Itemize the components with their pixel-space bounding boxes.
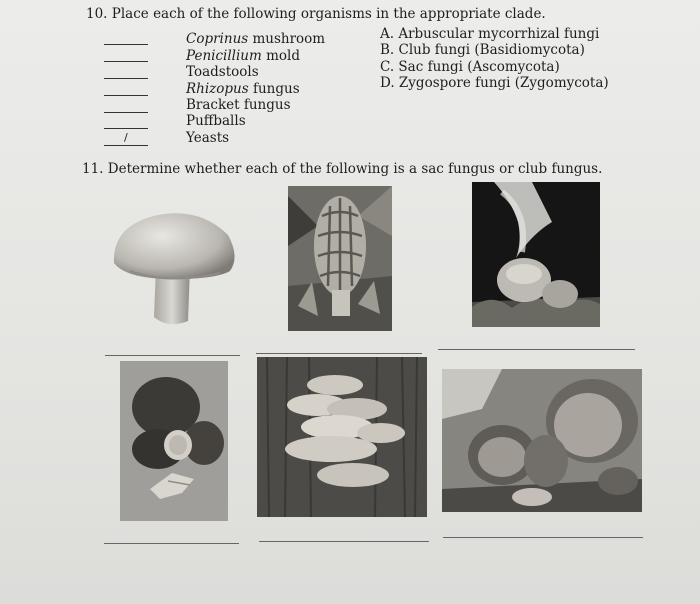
clade-option-d: D. Zygospore fungi (Zygomycota) bbox=[380, 75, 609, 91]
answer-mark: / bbox=[124, 131, 128, 144]
button-mushroom-photo bbox=[108, 205, 240, 330]
question-11-number: 11. bbox=[82, 161, 104, 177]
answer-line-4[interactable] bbox=[104, 543, 239, 544]
puffball-photo bbox=[472, 182, 600, 327]
clade-option-b: B. Club fungi (Basidiomycota) bbox=[380, 42, 585, 58]
organism-item-5: Bracket fungus bbox=[186, 97, 291, 113]
answer-line-6[interactable] bbox=[443, 537, 643, 538]
morel-photo bbox=[288, 186, 392, 331]
question-11-prompt: Determine whether each of the following is a sac fungus or club fungus. bbox=[107, 161, 603, 177]
answer-line-3[interactable] bbox=[438, 349, 635, 350]
truffle-photo bbox=[120, 361, 228, 521]
organism-item-3: Toadstools bbox=[186, 64, 259, 80]
question-10-prompt: Place each of the following organisms in the appropriate clade. bbox=[111, 6, 546, 22]
answer-blank-5[interactable] bbox=[104, 112, 148, 113]
answer-blank-4[interactable] bbox=[104, 95, 148, 96]
answer-blank-3[interactable] bbox=[104, 78, 148, 79]
question-11-title bbox=[82, 161, 602, 177]
organism-item-2: Penicillium mold bbox=[186, 48, 300, 64]
question-10-title bbox=[86, 6, 546, 22]
organism-item-6: Puffballs bbox=[186, 113, 246, 129]
answer-blank-2[interactable] bbox=[104, 61, 148, 62]
answer-line-2[interactable] bbox=[256, 353, 422, 354]
clade-option-c: C. Sac fungi (Ascomycota) bbox=[380, 59, 560, 75]
organism-item-1: Coprinus mushroom bbox=[186, 31, 326, 47]
answer-blank-1[interactable] bbox=[104, 44, 148, 45]
cup-fungus-photo bbox=[442, 369, 642, 512]
answer-blank-6[interactable] bbox=[104, 128, 148, 129]
organism-item-7: Yeasts bbox=[186, 130, 230, 146]
organism-item-4: Rhizopus fungus bbox=[186, 81, 300, 97]
answer-blank-7[interactable] bbox=[104, 145, 148, 146]
question-10-number: 10. bbox=[86, 6, 108, 22]
answer-line-1[interactable] bbox=[105, 355, 240, 356]
answer-line-5[interactable] bbox=[259, 541, 429, 542]
bracket-fungus-photo bbox=[257, 357, 427, 517]
clade-option-a: A. Arbuscular mycorrhizal fungi bbox=[380, 26, 600, 42]
